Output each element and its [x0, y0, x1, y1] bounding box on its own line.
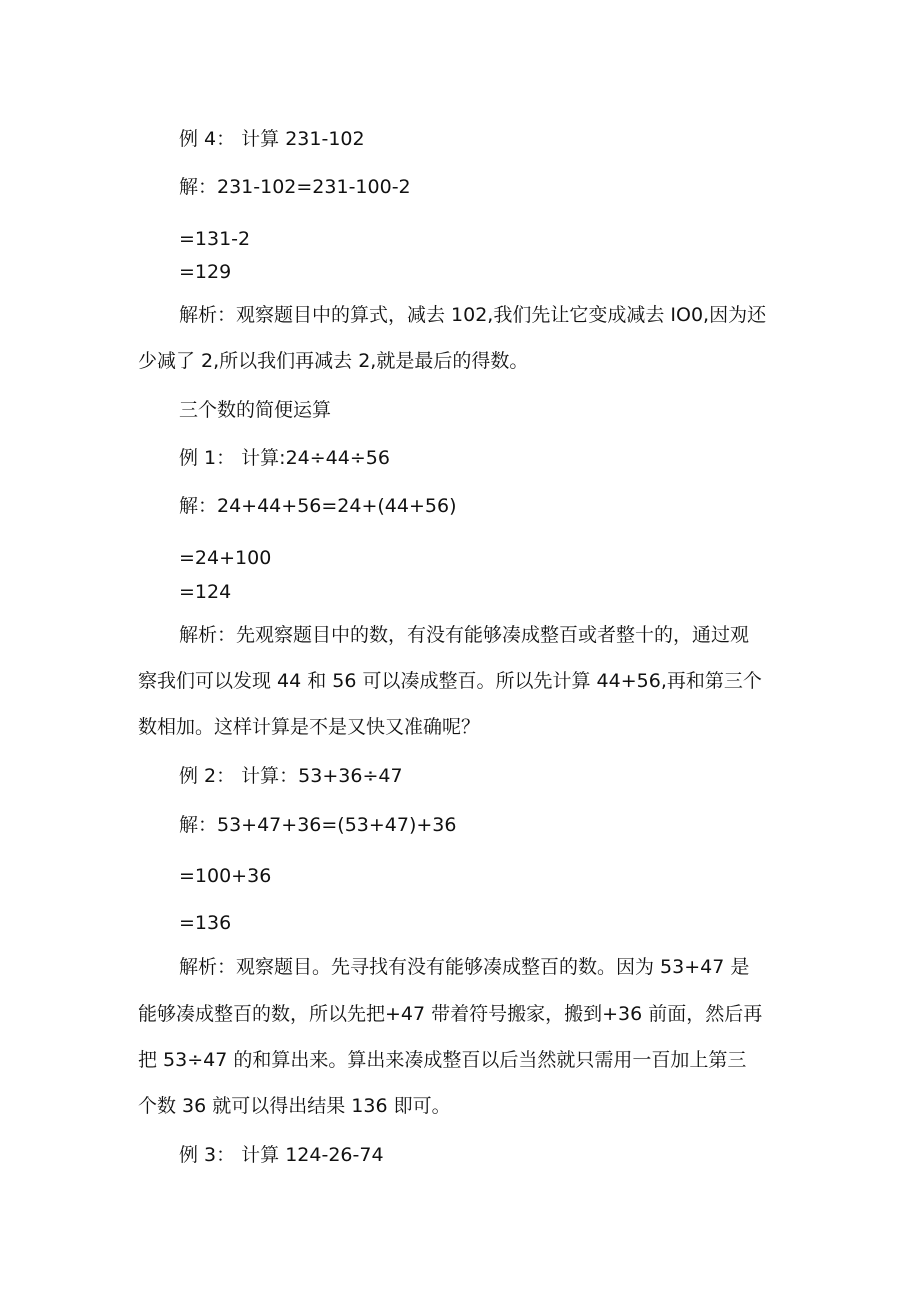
- example-1-analysis-line-2: 察我们可以发现 44 和 56 可以凑成整百。所以先计算 44+56,再和第三个: [138, 670, 762, 692]
- section-title: 三个数的简便运算: [179, 399, 332, 421]
- example-2-analysis-line-1: 解析：观察题目。先寻找有没有能够凑成整百的数。因为 53+47 是: [179, 956, 750, 978]
- example-2-step-1: =100+36: [179, 865, 272, 887]
- example-4-analysis-line-2: 少减了 2,所以我们再减去 2,就是最后的得数。: [138, 350, 529, 372]
- example-2-step-2: =136: [179, 912, 232, 934]
- example-1-step-1: =24+100: [179, 547, 272, 569]
- example-4-solution: 解：231-102=231-100-2: [179, 176, 411, 198]
- example-1-analysis-line-1: 解析：先观察题目中的数，有没有能够凑成整百或者整十的，通过观: [179, 624, 750, 646]
- example-4-step-1: =131-2: [179, 228, 251, 250]
- example-1-analysis-line-3: 数相加。这样计算是不是又快又准确呢？: [138, 716, 481, 738]
- example-1-step-2: =124: [179, 581, 232, 603]
- example-3-title: 例 3： 计算 124-26-74: [179, 1144, 384, 1166]
- example-2-analysis-line-3: 把 53÷47 的和算出来。算出来凑成整百以后当然就只需用一百加上第三: [138, 1049, 747, 1071]
- example-4-title: 例 4： 计算 231-102: [179, 128, 365, 150]
- example-2-analysis-line-2: 能够凑成整百的数，所以先把+47 带着符号搬家，搬到+36 前面，然后再: [138, 1003, 763, 1025]
- example-4-analysis-line-1: 解析：观察题目中的算式，减去 102,我们先让它变成减去 IO0,因为还: [179, 304, 767, 326]
- example-2-analysis-line-4: 个数 36 就可以得出结果 136 即可。: [138, 1095, 451, 1117]
- example-4-step-2: =129: [179, 261, 232, 283]
- example-2-title: 例 2： 计算：53+36÷47: [179, 765, 403, 787]
- example-2-solution: 解：53+47+36=(53+47)+36: [179, 814, 457, 836]
- example-1-title: 例 1： 计算:24÷44÷56: [179, 447, 390, 469]
- example-1-solution: 解：24+44+56=24+(44+56): [179, 495, 457, 517]
